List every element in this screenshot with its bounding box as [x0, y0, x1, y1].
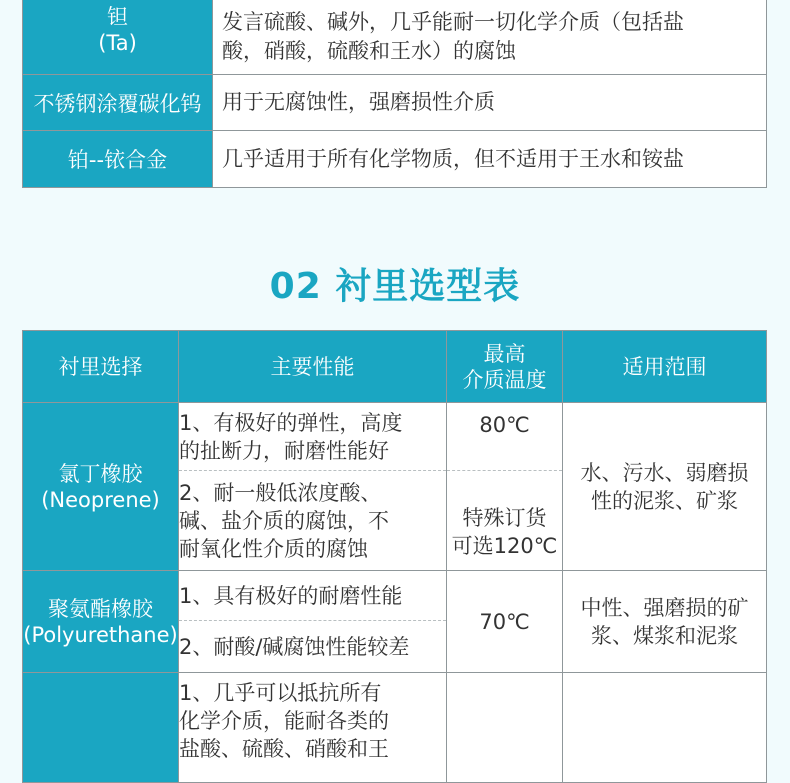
material-desc-tungsten-carbide: 用于无腐蚀性，强磨损性介质	[213, 75, 767, 131]
material-name-pt-ir: 铂--铱合金	[23, 131, 213, 188]
desc-line: 发言硫酸、碱外，几乎能耐一切化学介质（包括盐	[222, 9, 684, 34]
header-lining: 衬里选择	[23, 331, 179, 403]
perf-line: 盐酸、硫酸、硝酸和王	[179, 737, 389, 761]
perf-line: 1、几乎可以抵抗所有	[179, 681, 382, 705]
lining-polyurethane	[23, 571, 179, 673]
material-desc-ta	[213, 0, 767, 75]
neoprene-scope	[563, 403, 767, 571]
material-name-tungsten-carbide: 不锈钢涂覆碳化钨	[23, 75, 213, 131]
perf-line: 2、耐一般低浓度酸、	[179, 480, 382, 505]
desc-line: 酸，硝酸，硫酸和王水）的腐蚀	[222, 38, 516, 63]
scope-line: 浆、煤浆和泥浆	[591, 623, 738, 648]
polyurethane-scope	[563, 571, 767, 673]
polyurethane-perf-2: 2、耐酸/碱腐蚀性能较差	[179, 621, 447, 673]
section-title: 02 衬里选型表	[269, 266, 521, 307]
lining-next	[23, 673, 179, 783]
header-line: 介质温度	[462, 367, 547, 392]
header-line: 最高	[483, 341, 526, 366]
material-symbol-ta: (Ta)	[98, 30, 137, 55]
neoprene-perf-1	[179, 403, 447, 471]
lining-name-en: (Polyurethane)	[23, 622, 178, 647]
temp-line: 可选120℃	[451, 534, 558, 558]
header-max-temp	[447, 331, 563, 403]
scope-line: 中性、强磨损的矿	[580, 595, 749, 620]
material-name-ta: 钽	[107, 4, 128, 29]
material-cell-ta	[23, 0, 213, 75]
perf-line: 的扯断力，耐磨性能好	[179, 438, 389, 463]
neoprene-perf-2	[179, 471, 447, 571]
scope-line: 水、污水、弱磨损	[580, 460, 749, 485]
perf-line: 碱、盐介质的腐蚀，不	[179, 508, 389, 533]
neoprene-temp-2	[447, 471, 563, 571]
material-desc-pt-ir: 几乎适用于所有化学物质，但不适用于王水和铵盐	[213, 131, 767, 188]
lining-neoprene	[23, 403, 179, 571]
perf-line: 化学介质，能耐各类的	[179, 709, 389, 733]
scope-line: 性的泥浆、矿浆	[591, 488, 738, 513]
header-scope: 适用范围	[563, 331, 767, 403]
electrode-material-table	[22, 0, 767, 188]
perf-line: 1、有极好的弹性，高度	[179, 410, 403, 435]
polyurethane-perf-1: 1、具有极好的耐磨性能	[179, 571, 447, 621]
lining-selection-table	[22, 330, 767, 783]
lining-name: 氯丁橡胶	[58, 461, 143, 486]
header-performance: 主要性能	[179, 331, 447, 403]
temp-line: 特殊订货	[462, 506, 547, 530]
neoprene-temp-1: 80℃	[447, 403, 563, 471]
next-scope	[563, 673, 767, 783]
next-temp	[447, 673, 563, 783]
perf-line: 耐氧化性介质的腐蚀	[179, 536, 368, 561]
next-perf-1	[179, 673, 447, 783]
lining-name: 聚氨酯橡胶	[48, 596, 153, 621]
lining-name-en: (Neoprene)	[41, 487, 160, 512]
polyurethane-temp: 70℃	[447, 571, 563, 673]
